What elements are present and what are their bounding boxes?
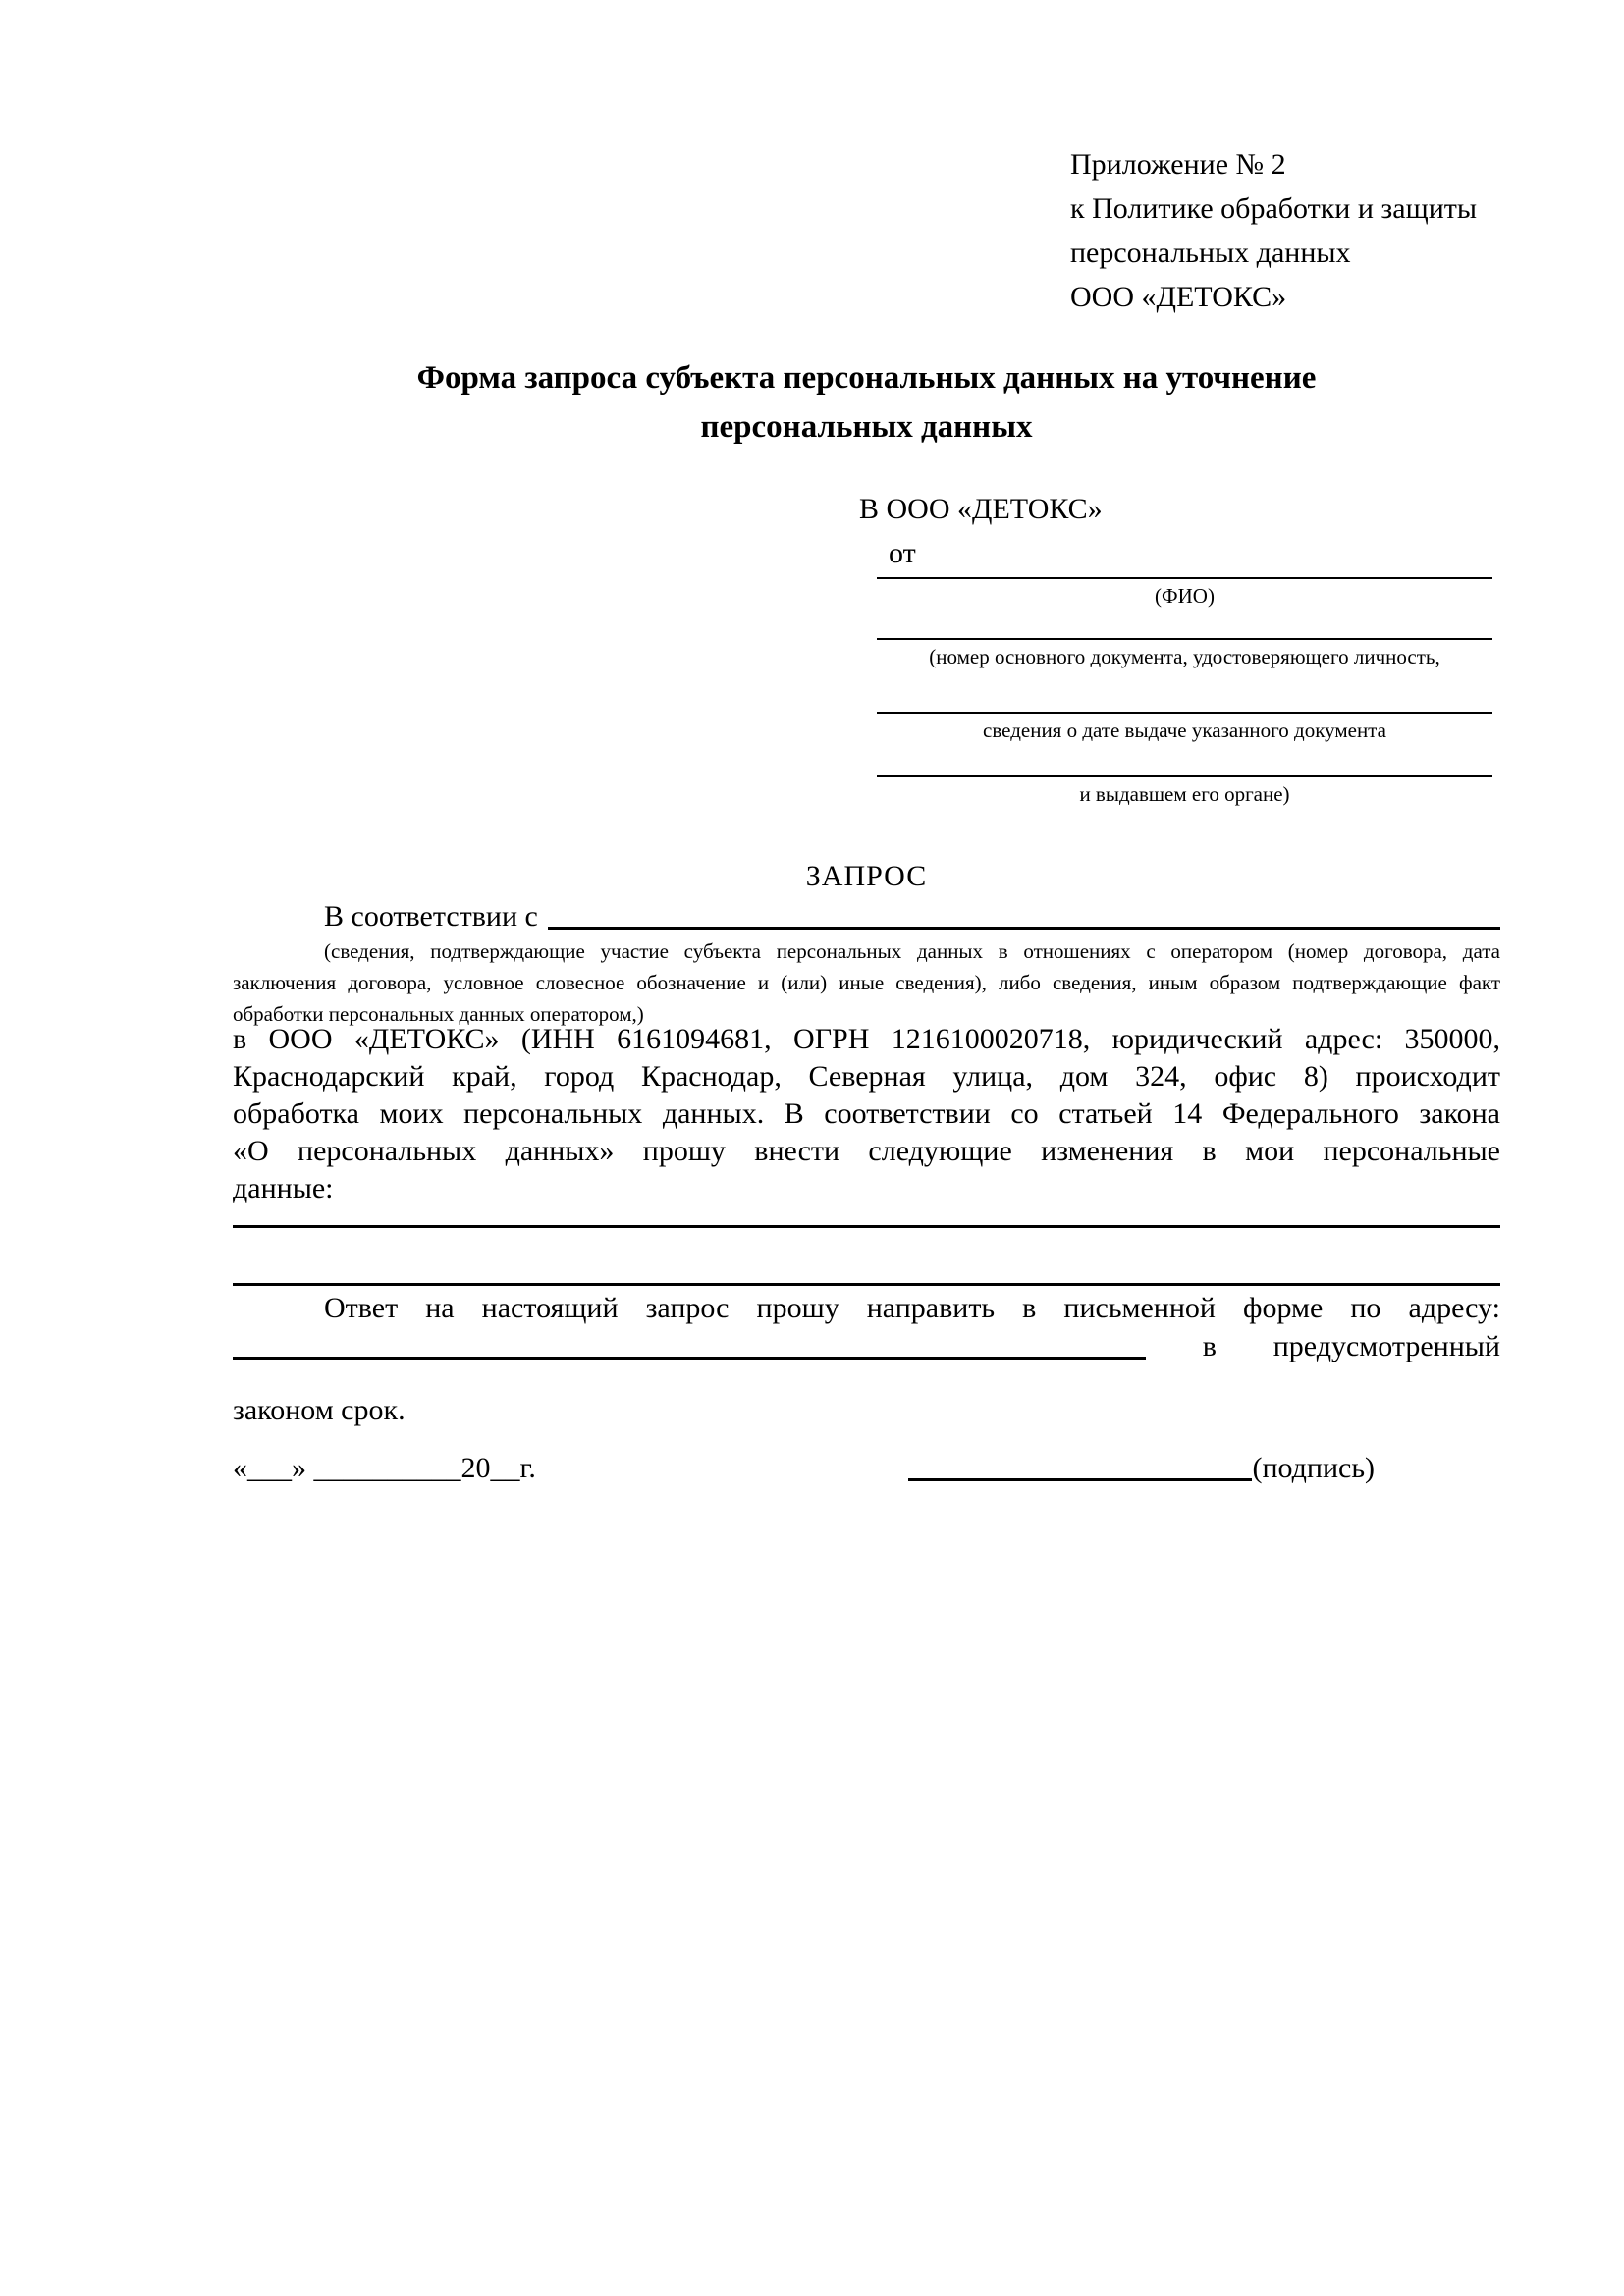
- reply-word-predusmotrennyi: предусмотренный: [1272, 1330, 1500, 1362]
- issuing-authority-blank-line: [877, 775, 1492, 777]
- basis-row: [233, 897, 1500, 936]
- document-number-caption: (номер основного документа, удостоверяющего личность,: [929, 645, 1440, 668]
- fio-caption: (ФИО): [1155, 584, 1215, 608]
- signature-caption: (подпись): [1252, 1452, 1375, 1484]
- basis-note: [233, 935, 1500, 1030]
- basis-note-line: (сведения, подтверждающие участие субъекта персональных данных в отношениях с оператором (номер договора, дата: [324, 939, 1500, 963]
- form-title: [233, 353, 1500, 452]
- fio-field: [877, 577, 1492, 609]
- reply-word-v: в: [1202, 1330, 1217, 1362]
- changes-blank-line-2: [233, 1283, 1500, 1286]
- fio-blank-line: [877, 577, 1492, 579]
- header-note-line: ООО «ДЕТОКС»: [1070, 281, 1287, 313]
- signature-group: [908, 1449, 1375, 1488]
- request-body-line: обработка моих персональных данных. В соответствии со статьей 14 Федерального закона: [233, 1097, 1500, 1130]
- issue-date-field: [877, 712, 1492, 743]
- reply-line: Ответ на настоящий запрос прошу направить в письменной форме по адресу:: [324, 1292, 1500, 1324]
- date-blank: «___» __________20__г.: [233, 1452, 536, 1484]
- request-body-line: в ООО «ДЕТОКС» (ИНН 6161094681, ОГРН 1216100020718, юридический адрес: 350000,: [233, 1023, 1500, 1055]
- address-blank-line: [233, 1357, 1146, 1360]
- request-body-line: «О персональных данных» прошу внести следующие изменения в мои персональные: [233, 1135, 1500, 1167]
- footer-row: [233, 1449, 1500, 1488]
- basis-blank-line: [548, 927, 1500, 930]
- header-note-line: Приложение № 2: [1070, 148, 1286, 181]
- request-heading: ЗАПРОС: [805, 860, 928, 892]
- document-number-blank-line: [877, 638, 1492, 640]
- signature-blank-line: [908, 1478, 1252, 1481]
- header-note-line: к Политике обработки и защиты: [1070, 192, 1478, 225]
- basis-note-line: обработки персональных данных оператором,): [233, 1002, 644, 1026]
- addressee-from-label: от: [889, 537, 916, 569]
- addressee-to: В ООО «ДЕТОКС»: [859, 493, 1103, 525]
- form-title-line: персональных данных: [700, 409, 1033, 445]
- issuing-authority-caption: и выдавшем его органе): [1079, 782, 1290, 806]
- changes-blank-line-1: [233, 1225, 1500, 1228]
- request-body-line: данные:: [233, 1172, 334, 1204]
- form-title-line: Форма запроса субъекта персональных данных на уточнение: [416, 360, 1317, 396]
- issue-date-blank-line: [877, 712, 1492, 714]
- header-note: [1070, 142, 1477, 319]
- header-note-line: персональных данных: [1070, 237, 1351, 269]
- request-body-line: Краснодарский край, город Краснодар, Северная улица, дом 324, офис 8) происходит: [233, 1060, 1500, 1093]
- issue-date-caption: сведения о дате выдаче указанного документа: [983, 719, 1386, 742]
- basis-note-line: заключения договора, условное словесное обозначение и (или) иные сведения), либо сведения, иным образом подтверждающие факт: [233, 971, 1500, 994]
- request-body: [233, 1021, 1500, 1207]
- reply-tail: законом срок.: [233, 1394, 406, 1426]
- basis-prefix: В соответствии с: [324, 900, 538, 933]
- document-number-field: [877, 638, 1492, 669]
- reply-address-row: [233, 1327, 1500, 1366]
- issuing-authority-field: [877, 775, 1492, 807]
